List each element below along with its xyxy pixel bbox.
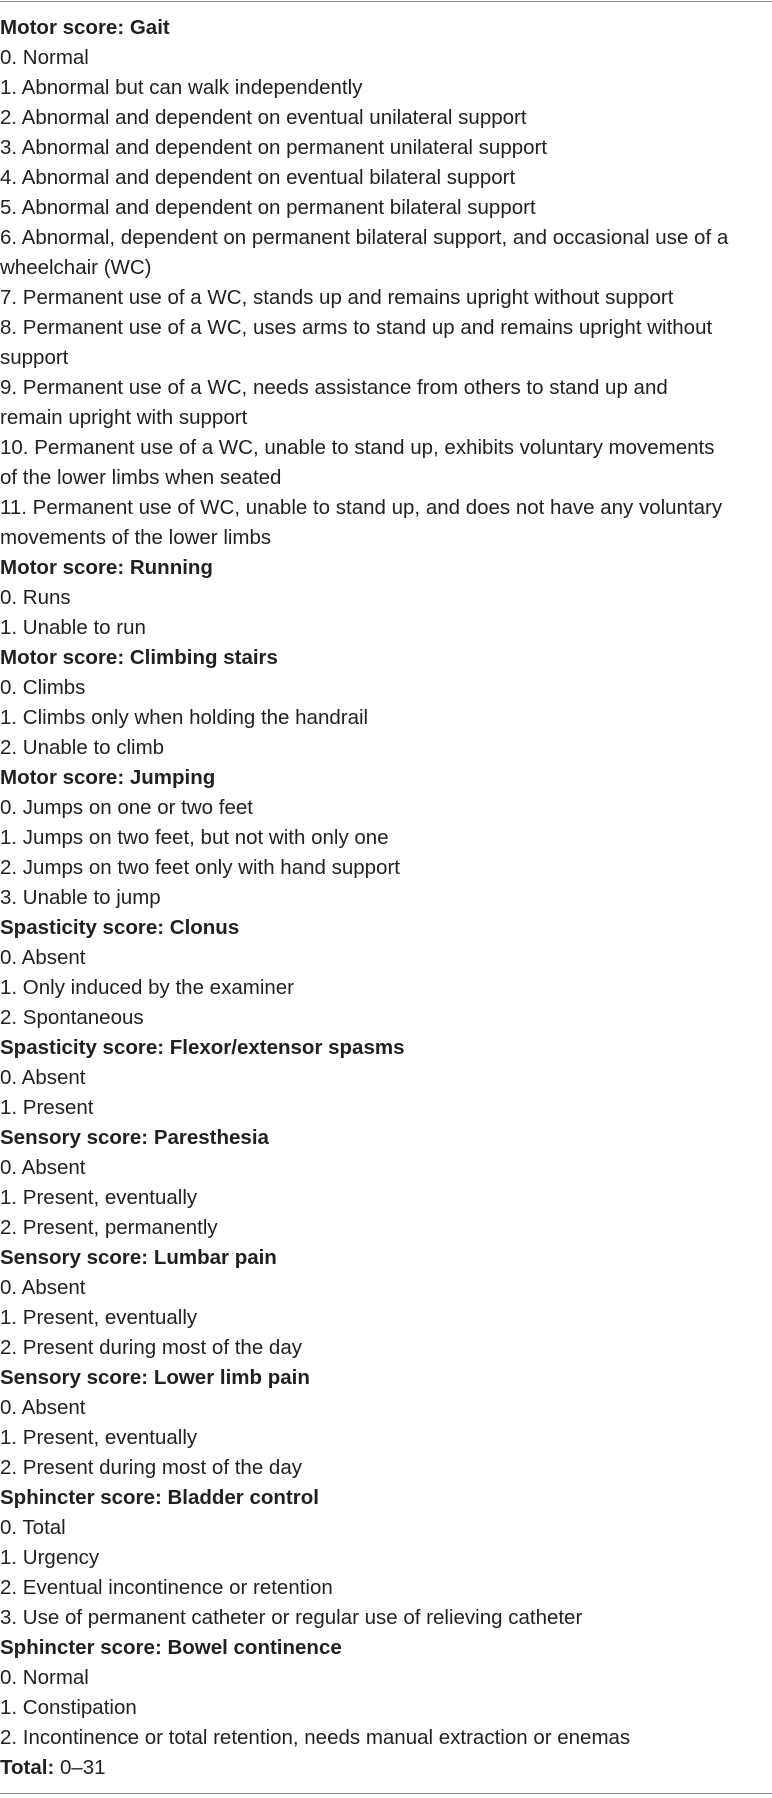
- section-heading: Spasticity score: Clonus: [0, 916, 240, 939]
- section-heading: Sphincter score: Bowel continence: [0, 1636, 342, 1659]
- section-heading: Sensory score: Lumbar pain: [0, 1246, 277, 1269]
- section-heading: Spasticity score: Flexor/extensor spasms: [0, 1036, 405, 1059]
- total-row: [0, 1753, 768, 1783]
- section-heading: Motor score: Jumping: [0, 766, 216, 789]
- section-heading: Sensory score: Lower limb pain: [0, 1366, 310, 1389]
- score-option-continued: movements of the lower limbs: [0, 526, 272, 549]
- section-heading: Motor score: Gait: [0, 16, 170, 39]
- score-option: 1. Constipation: [0, 1696, 137, 1719]
- score-option: 3. Abnormal and dependent on permanent unilateral support: [0, 136, 548, 159]
- score-option: 2. Unable to climb: [0, 736, 165, 759]
- score-option: 0. Climbs: [0, 676, 86, 699]
- score-option: 1. Present: [0, 1096, 94, 1119]
- score-option: 1. Only induced by the examiner: [0, 976, 294, 999]
- score-option: 8. Permanent use of a WC, uses arms to stand up and remains upright without: [0, 316, 713, 339]
- score-option: 2. Present during most of the day: [0, 1336, 302, 1359]
- score-option: 0. Total: [0, 1516, 66, 1539]
- score-option: 1. Present, eventually: [0, 1306, 198, 1329]
- score-option: 3. Unable to jump: [0, 886, 161, 909]
- score-option: 2. Abnormal and dependent on eventual unilateral support: [0, 106, 527, 129]
- score-option: 1. Present, eventually: [0, 1186, 198, 1209]
- section-heading: Sphincter score: Bladder control: [0, 1486, 319, 1509]
- score-option: 1. Urgency: [0, 1546, 100, 1569]
- score-option: 1. Abnormal but can walk independently: [0, 76, 363, 99]
- score-option: 2. Present, permanently: [0, 1216, 218, 1239]
- section-heading: Motor score: Running: [0, 556, 213, 579]
- table-body: [0, 13, 768, 1783]
- score-option: 0. Absent: [0, 946, 86, 969]
- score-option: 0. Jumps on one or two feet: [0, 796, 253, 819]
- score-option: 1. Jumps on two feet, but not with only one: [0, 826, 389, 849]
- score-option-continued: wheelchair (WC): [0, 256, 152, 279]
- table-top-rule: [0, 1, 772, 2]
- score-option: 9. Permanent use of a WC, needs assistance from others to stand up and: [0, 376, 668, 399]
- score-option: 0. Normal: [0, 46, 89, 69]
- score-option: 0. Absent: [0, 1396, 86, 1419]
- score-option: 2. Incontinence or total retention, needs manual extraction or enemas: [0, 1726, 631, 1749]
- score-option: 0. Absent: [0, 1276, 86, 1299]
- score-option: 2. Present during most of the day: [0, 1456, 302, 1479]
- score-option: 0. Normal: [0, 1666, 89, 1689]
- score-option-continued: of the lower limbs when seated: [0, 466, 282, 489]
- score-option: 2. Eventual incontinence or retention: [0, 1576, 333, 1599]
- score-option: 0. Absent: [0, 1156, 86, 1179]
- score-option: 0. Runs: [0, 586, 71, 609]
- total-value: 0–31: [54, 1756, 106, 1779]
- score-option: 10. Permanent use of a WC, unable to stand up, exhibits voluntary movements: [0, 436, 715, 459]
- total-label: Total:: [0, 1756, 55, 1779]
- score-option: 0. Absent: [0, 1066, 86, 1089]
- score-option: 1. Climbs only when holding the handrail: [0, 706, 369, 729]
- section-heading: Sensory score: Paresthesia: [0, 1126, 269, 1149]
- section-heading: Motor score: Climbing stairs: [0, 646, 278, 669]
- score-option: 3. Use of permanent catheter or regular use of relieving catheter: [0, 1606, 583, 1629]
- score-option: 4. Abnormal and dependent on eventual bilateral support: [0, 166, 516, 189]
- score-option: 2. Spontaneous: [0, 1006, 144, 1029]
- score-option: 7. Permanent use of a WC, stands up and remains upright without support: [0, 286, 674, 309]
- score-option: 2. Jumps on two feet only with hand support: [0, 856, 400, 879]
- score-option-continued: remain upright with support: [0, 406, 248, 429]
- score-option-continued: support: [0, 346, 69, 369]
- score-option: 6. Abnormal, dependent on permanent bilateral support, and occasional use of a: [0, 226, 729, 249]
- score-option: 11. Permanent use of WC, unable to stand up, and does not have any voluntary: [0, 496, 723, 519]
- score-option: 1. Present, eventually: [0, 1426, 198, 1449]
- score-option: 1. Unable to run: [0, 616, 146, 639]
- table-bottom-rule: [0, 1793, 772, 1794]
- score-option: 5. Abnormal and dependent on permanent bilateral support: [0, 196, 536, 219]
